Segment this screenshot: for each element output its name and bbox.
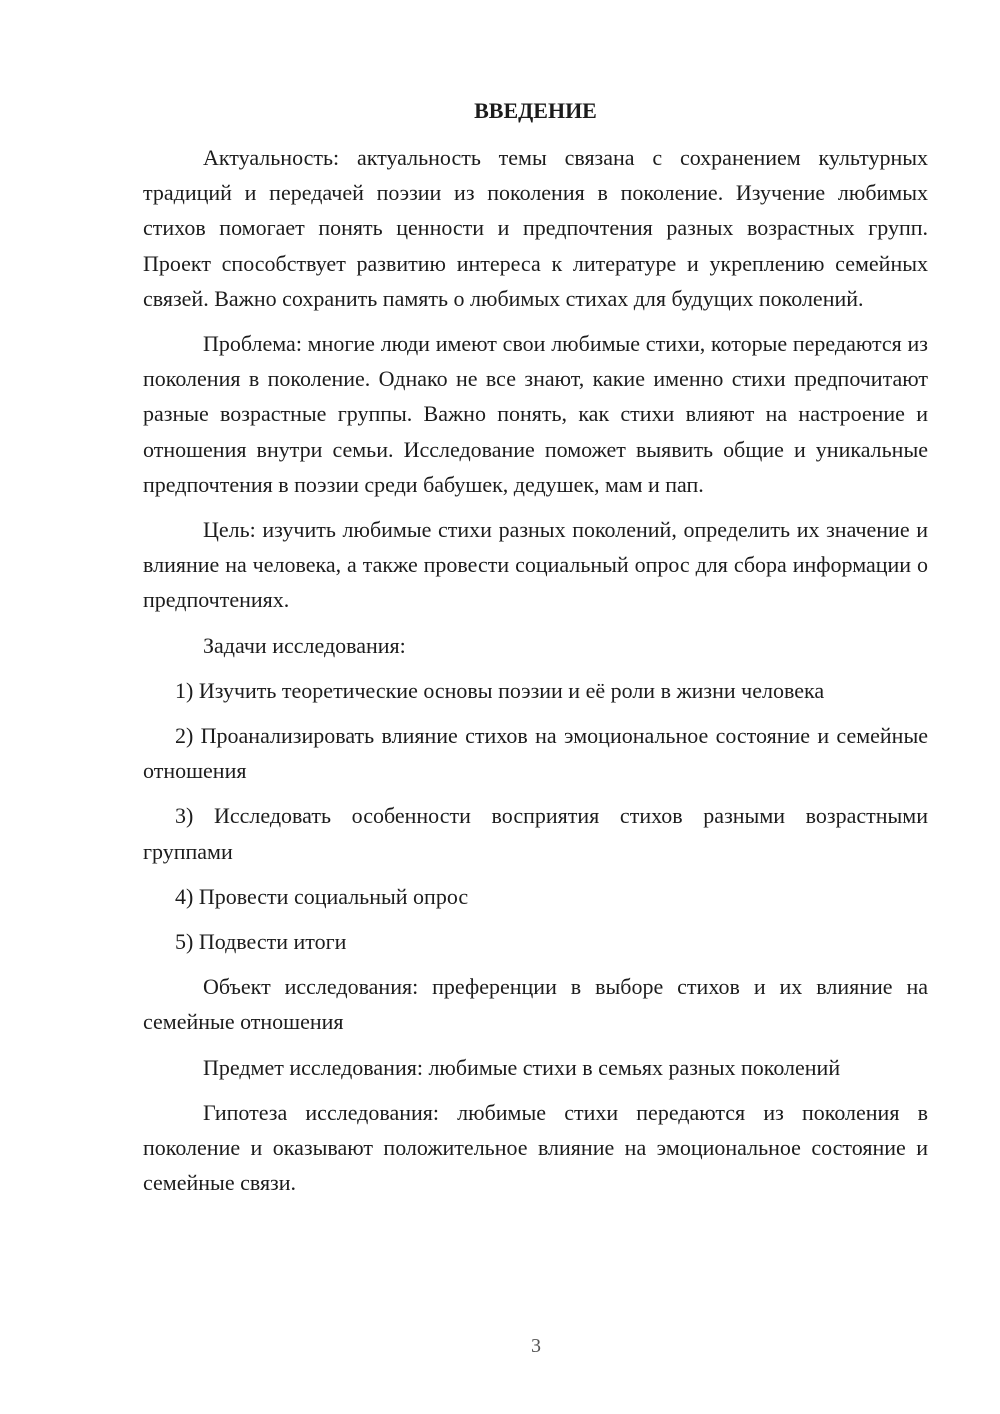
relevance-paragraph: Актуальность: актуальность темы связана с сохранением культурных традиций и передачей поэзии из поколения в поколение. Изучение любимых стихов помогает понять ценности и предпочтения разных возрастных групп. Проект способствует развитию интереса к литературе и укреплению семейных связей. Важно сохранить память о любимых стихах для будущих поколений. [143, 145, 928, 311]
page-number: 3 [531, 1335, 541, 1357]
task-item-5: 5) Подвести итоги [175, 929, 347, 955]
goal-paragraph: Цель: изучить любимые стихи разных поколений, определить их значение и влияние на человека, а также провести социальный опрос для сбора информации о предпочтениях. [143, 517, 928, 613]
subject-paragraph: Предмет исследования: любимые стихи в семьях разных поколений [203, 1054, 841, 1080]
object-paragraph: Объект исследования: преференции в выборе стихов и их влияние на семейные отношения [143, 974, 928, 1035]
page-body [143, 96, 928, 1210]
task-item-2: 2) Проанализировать влияние стихов на эмоциональное состояние и семейные отношения [143, 723, 928, 784]
hypothesis-paragraph: Гипотеза исследования: любимые стихи передаются из поколения в поколение и оказывают положительное влияние на эмоциональное состояние и семейные связи. [143, 1099, 928, 1196]
task-item-4: 4) Провести социальный опрос [175, 883, 469, 909]
tasks-heading: Задачи исследования: [203, 632, 406, 658]
problem-paragraph: Проблема: многие люди имеют свои любимые стихи, которые передаются из поколения в поколение. Однако не все знают, какие именно стихи предпочитают разные возрастные группы. Важно понять, как стихи влияют на настроение и отношения внутри семьи. Исследование поможет выявить общие и уникальные предпочтения в поэзии среди бабушек, дедушек, мам и пап. [143, 331, 928, 497]
task-item-3: 3) Исследовать особенности восприятия стихов разными возрастными группами [143, 803, 928, 864]
task-item-1: 1) Изучить теоретические основы поэзии и её роли в жизни человека [175, 677, 825, 703]
section-title: ВВЕДЕНИЕ [474, 98, 597, 123]
